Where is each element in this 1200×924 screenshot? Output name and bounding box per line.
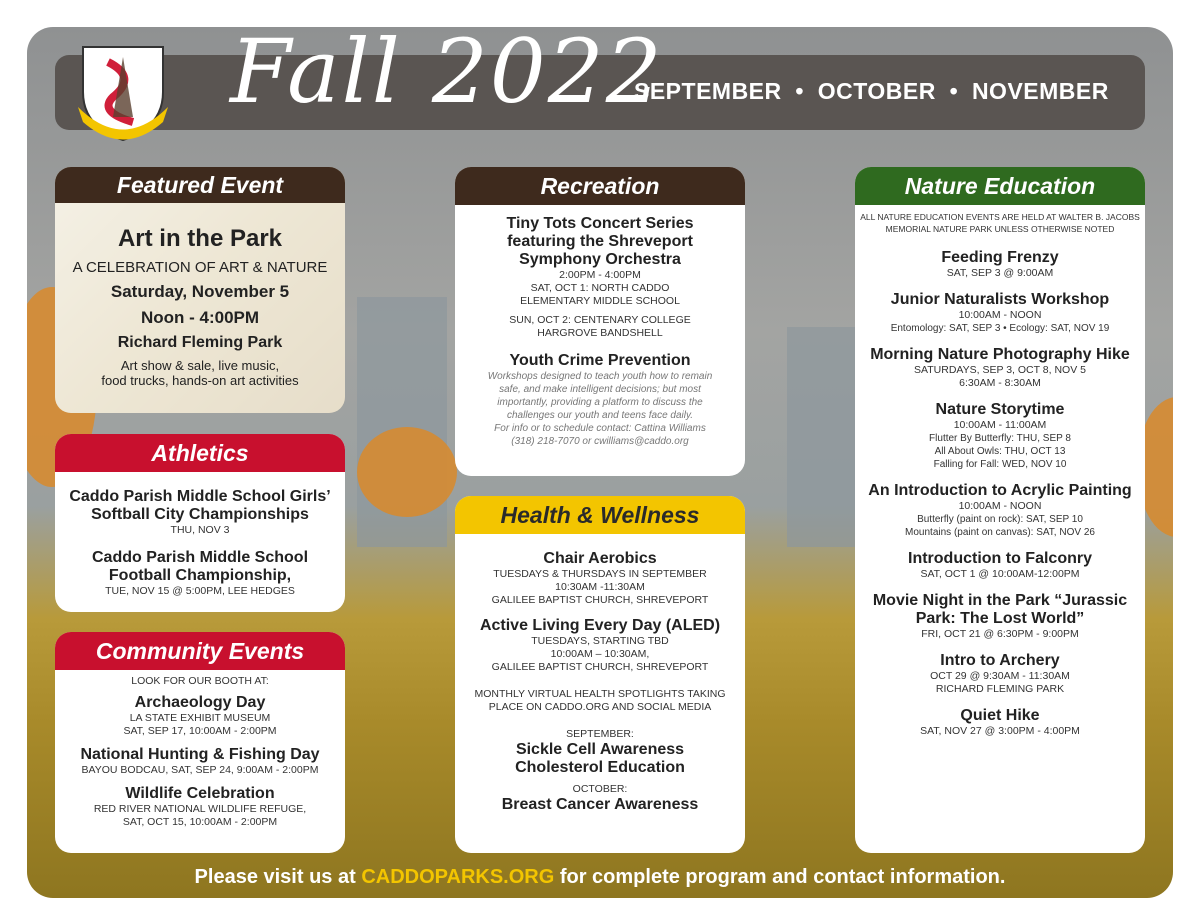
list-item bbox=[455, 215, 745, 340]
event-title: Softball City Championships bbox=[91, 506, 309, 523]
featured-event-card bbox=[55, 167, 345, 413]
nature-education-heading: Nature Education bbox=[855, 167, 1145, 205]
featured-time: Noon - 4:00PM bbox=[140, 308, 260, 327]
list-item bbox=[863, 707, 1137, 738]
nature-education-card bbox=[855, 167, 1145, 853]
event-title: Morning Nature Photography Hike bbox=[870, 346, 1130, 363]
footer-note bbox=[0, 866, 1200, 889]
event-detail: GALILEE BAPTIST CHURCH, SHREVEPORT bbox=[491, 661, 709, 673]
monthly-spotlight-note: PLACE ON CADDO.ORG AND SOCIAL MEDIA bbox=[488, 701, 712, 713]
event-title: Archaeology Day bbox=[134, 694, 266, 711]
recreation-card bbox=[455, 167, 745, 476]
event-detail: SATURDAYS, SEP 3, OCT 8, NOV 5 bbox=[914, 364, 1086, 376]
community-events-heading: Community Events bbox=[55, 632, 345, 670]
monthly-spotlight-note: MONTHLY VIRTUAL HEALTH SPOTLIGHTS TAKING bbox=[474, 688, 726, 700]
list-item bbox=[455, 550, 745, 607]
list-item bbox=[455, 352, 745, 448]
event-detail: All About Owls: THU, OCT 13 bbox=[934, 446, 1066, 457]
event-detail: RED RIVER NATIONAL WILDLIFE REFUGE, bbox=[93, 803, 307, 815]
event-title: Movie Night in the Park “Jurassic Park: The Lost World” bbox=[872, 592, 1128, 627]
event-title: Symphony Orchestra bbox=[519, 251, 681, 268]
athletics-card bbox=[55, 434, 345, 612]
event-title: Football Championship, bbox=[108, 567, 292, 584]
event-detail: 2:00PM - 4:00PM bbox=[559, 269, 641, 281]
page-title: Fall 2022 bbox=[230, 20, 664, 123]
event-detail: SAT, NOV 27 @ 3:00PM - 4:00PM bbox=[920, 725, 1080, 737]
caddo-parish-seal-logo bbox=[78, 42, 168, 142]
event-description: safe, and make intelligent decisions; but most bbox=[499, 384, 701, 395]
list-item bbox=[863, 482, 1137, 539]
spotlight-title: Cholesterol Education bbox=[515, 759, 685, 776]
event-title: Youth Crime Prevention bbox=[509, 352, 691, 369]
athletics-heading: Athletics bbox=[55, 434, 345, 472]
event-title: Wildlife Celebration bbox=[125, 785, 275, 802]
event-detail: Mountains (paint on canvas): SAT, NOV 26 bbox=[905, 527, 1095, 538]
list-item bbox=[863, 652, 1137, 696]
season-months: SEPTEMBER • OCTOBER • NOVEMBER bbox=[634, 78, 1109, 104]
event-detail: Butterfly (paint on rock): SAT, SEP 10 bbox=[917, 514, 1083, 525]
featured-date: Saturday, November 5 bbox=[110, 282, 290, 301]
event-title: Introduction to Falconry bbox=[908, 550, 1092, 567]
event-detail: 10:00AM - NOON bbox=[958, 500, 1042, 512]
event-title: Caddo Parish Middle School bbox=[91, 549, 309, 566]
event-title: Junior Naturalists Workshop bbox=[890, 291, 1110, 308]
spotlight-title: Breast Cancer Awareness bbox=[501, 796, 699, 813]
event-title: Nature Storytime bbox=[935, 401, 1065, 418]
event-detail: SAT, SEP 3 @ 9:00AM bbox=[946, 267, 1054, 279]
event-detail: SUN, OCT 2: CENTENARY COLLEGE bbox=[509, 314, 691, 326]
event-title: Caddo Parish Middle School Girls’ bbox=[69, 488, 331, 505]
event-detail: SAT, OCT 1 @ 10:00AM-12:00PM bbox=[920, 568, 1080, 580]
featured-title: Art in the Park bbox=[117, 225, 283, 252]
event-detail: SAT, OCT 15, 10:00AM - 2:00PM bbox=[122, 816, 278, 828]
featured-place: Richard Fleming Park bbox=[117, 334, 283, 351]
list-item bbox=[863, 550, 1137, 581]
community-intro: LOOK FOR OUR BOOTH AT: bbox=[131, 675, 269, 687]
health-wellness-card bbox=[455, 496, 745, 853]
health-wellness-heading: Health & Wellness bbox=[455, 496, 745, 534]
featured-event-heading: Featured Event bbox=[55, 167, 345, 203]
event-detail: ELEMENTARY MIDDLE SCHOOL bbox=[520, 295, 680, 307]
location-note: MEMORIAL NATURE PARK UNLESS OTHERWISE NOTED bbox=[885, 224, 1115, 234]
event-detail: RICHARD FLEMING PARK bbox=[935, 683, 1065, 695]
footer-text: Please visit us at bbox=[194, 866, 362, 888]
event-detail: TUESDAYS, STARTING TBD bbox=[531, 635, 669, 647]
event-detail: GALILEE BAPTIST CHURCH, SHREVEPORT bbox=[491, 594, 709, 606]
recreation-heading: Recreation bbox=[455, 167, 745, 205]
featured-desc: food trucks, hands-on art activities bbox=[101, 373, 299, 388]
event-detail: 10:00AM – 10:30AM, bbox=[550, 648, 650, 660]
list-item bbox=[55, 694, 345, 738]
location-note: ALL NATURE EDUCATION EVENTS ARE HELD AT WALTER B. JACOBS bbox=[860, 212, 1140, 222]
event-detail: OCT 29 @ 9:30AM - 11:30AM bbox=[930, 670, 1070, 682]
event-detail: SAT, SEP 17, 10:00AM - 2:00PM bbox=[123, 725, 277, 737]
list-item bbox=[55, 785, 345, 829]
event-detail: SAT, OCT 1: NORTH CADDO bbox=[530, 282, 670, 294]
event-contact: For info or to schedule contact: Cattina Williams bbox=[494, 423, 706, 434]
event-detail: LA STATE EXHIBIT MUSEUM bbox=[129, 712, 271, 724]
community-events-card bbox=[55, 632, 345, 853]
event-detail: Flutter By Butterfly: THU, SEP 8 bbox=[929, 433, 1071, 444]
list-item bbox=[455, 617, 745, 674]
event-detail: THU, NOV 3 bbox=[170, 524, 230, 536]
website-link[interactable]: CADDOPARKS.ORG bbox=[361, 866, 555, 888]
event-detail: 10:00AM - 11:00AM bbox=[953, 419, 1047, 431]
event-detail: Entomology: SAT, SEP 3 • Ecology: SAT, NOV 19 bbox=[890, 323, 1110, 334]
event-detail: HARGROVE BANDSHELL bbox=[537, 327, 663, 339]
event-description: challenges our youth and teens face daily. bbox=[506, 410, 694, 421]
list-item bbox=[863, 249, 1137, 280]
event-title: Active Living Every Day (ALED) bbox=[479, 617, 721, 634]
event-title: An Introduction to Acrylic Painting bbox=[868, 482, 1132, 499]
event-detail: Falling for Fall: WED, NOV 10 bbox=[933, 459, 1067, 470]
list-item bbox=[863, 346, 1137, 390]
footer-text: for complete program and contact information. bbox=[554, 866, 1006, 888]
event-description: Workshops designed to teach youth how to remain bbox=[487, 371, 713, 382]
event-detail: 10:30AM -11:30AM bbox=[555, 581, 645, 593]
event-detail: BAYOU BODCAU, SAT, SEP 24, 9:00AM - 2:00PM bbox=[81, 764, 319, 776]
list-item bbox=[55, 488, 345, 537]
event-title: National Hunting & Fishing Day bbox=[80, 746, 320, 763]
tree-illustration bbox=[357, 427, 457, 517]
event-detail: 6:30AM - 8:30AM bbox=[959, 377, 1041, 389]
month-label: OCTOBER: bbox=[572, 783, 628, 795]
event-contact: (318) 218-7070 or cwilliams@caddo.org bbox=[511, 436, 689, 447]
featured-desc: Art show & sale, live music, bbox=[120, 358, 280, 373]
spotlight-title: Sickle Cell Awareness bbox=[515, 741, 685, 758]
event-title: Tiny Tots Concert Series bbox=[506, 215, 694, 232]
list-item bbox=[863, 592, 1137, 641]
month-label: SEPTEMBER: bbox=[566, 728, 634, 740]
list-item bbox=[863, 401, 1137, 471]
list-item bbox=[55, 549, 345, 598]
list-item bbox=[863, 291, 1137, 335]
list-item bbox=[55, 746, 345, 777]
event-detail: FRI, OCT 21 @ 6:30PM - 9:00PM bbox=[921, 628, 1079, 640]
event-title: Chair Aerobics bbox=[543, 550, 657, 567]
featured-subtitle: A CELEBRATION OF ART & NATURE bbox=[72, 259, 328, 276]
event-title: Feeding Frenzy bbox=[941, 249, 1059, 266]
event-title: featuring the Shreveport bbox=[507, 233, 693, 250]
event-detail: TUESDAYS & THURSDAYS IN SEPTEMBER bbox=[493, 568, 707, 580]
event-detail: 10:00AM - NOON bbox=[958, 309, 1042, 321]
event-title: Quiet Hike bbox=[960, 707, 1040, 724]
event-description: importantly, providing a platform to discuss the bbox=[497, 397, 703, 408]
event-title: Intro to Archery bbox=[940, 652, 1060, 669]
event-detail: TUE, NOV 15 @ 5:00PM, LEE HEDGES bbox=[105, 585, 295, 597]
